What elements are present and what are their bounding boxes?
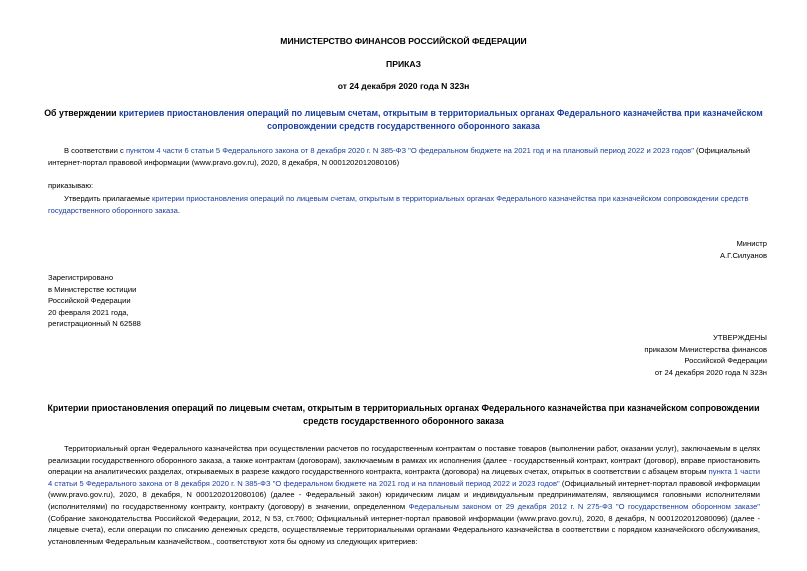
criteria-text-2: (Официальный интернет-портал правовой информации (www.pravo.gov.ru), 2020, 8 декабря, N 0001202012080106) (далее - Федеральный закон) юридическим лицам и индивидуальным предпринимателям, являющимся головными исполнителями (исполнителями) по государственному контракту, контракту (договору) в значении, определенном [48,478,760,511]
doc-date-number: от 24 декабря 2020 года N 323н [337,81,470,91]
order-title [30,107,777,133]
registration-block [48,272,141,330]
defense-order-law-link[interactable]: Федеральным законом от 29 декабря 2012 г. N 275-ФЗ "О государственном оборонном заказе" [408,501,760,511]
registration-line-5: регистрационный N 62588 [48,319,141,329]
registration-line-1: Зарегистрировано [48,273,114,282]
approval-line-3: Российской Федерации [684,356,767,366]
criteria-text-3: (Собрание законодательства Российской Федерации, 2012, N 53, ст.7600; Официальный интернет-портал правовой информации (www.pravo.gov.ru), 2020, 8 декабря, N 0001202012080096) (далее - лицевые счета), если операции по списанию денежных средств, осуществляемые территориальными органами Федерального казначейства в соответствии с порядком казначейского обслуживания, установленным Федеральным казначейством [48,513,760,546]
registration-line-2: в Министерстве юстиции [48,284,137,294]
intro-law-link[interactable]: пунктом 4 части 6 статьи 5 Федерального закона от 8 декабря 2020 г. N 385-ФЗ "О федеральном бюджете на 2021 год и на плановый период 2022 и 2023 годов" [125,146,694,155]
intro-text-1: В соответствии с [64,146,126,155]
order-text-1: Утвердить прилагаемые [64,194,153,203]
registration-line-3: Российской Федерации [48,296,131,306]
ministry-heading: МИНИСТЕРСТВО ФИНАНСОВ РОССИЙСКОЙ ФЕДЕРАЦИИ [280,36,527,46]
doc-type-heading: ПРИКАЗ [386,59,421,69]
criteria-title: Критерии приостановления операций по лицевым счетам, открытым в территориальных органах Федерального казначейства при казначейском сопровождении средств государственного оборонного заказа [47,403,760,426]
order-text-2: . [177,205,180,215]
approval-line-1: УТВЕРЖДЕНЫ [713,333,767,342]
order-criteria-link[interactable]: критерии приостановления операций по лицевым счетам, открытым в территориальных органах Федерального казначейства при казначейском сопровождении средств государственного оборонного заказа [48,194,749,215]
intro-paragraph [48,145,760,168]
approval-line-2: приказом Министерства финансов [644,344,767,354]
order-label: приказываю: [48,181,94,190]
signature-name: А.Г.Силуанов [719,250,767,260]
registration-line-4: 20 февраля 2021 года, [48,307,129,317]
order-paragraph [48,193,760,216]
criteria-paragraph [48,443,760,547]
order-title-link[interactable]: критериев приостановления операций по лицевым счетам, открытым в территориальных органах Федерального казначейства при казначейском сопровождении средств государственного оборонного заказа [118,108,763,131]
criteria-text-1: Территориальный орган Федерального казначейства при осуществлении расчетов по государственным контрактам о поставке товаров (выполнении работ, оказании услуг), заключаемым в целях реализации государственного оборонного заказа, а также контрактам (договорам), заключаемым в рамках их исполнения (далее - государственный контракт, контракт (договор), вправе приостановить операции на аналитических разделах, открываемых в разрезе каждого государственного контракта, контракта (договора) на лицевых счетах, открытых в соответствии с абзацем вторым [48,444,760,477]
signature-block [720,238,767,261]
intro-text-2: (Официальный интернет-портал правовой информации (www.pravo.gov.ru), 2020, 8 декабря, N 0001202012080106) [48,146,751,167]
criteria-text-4: ., соответствуют хотя бы одному из следующих критериев: [209,536,418,546]
criteria-law-link[interactable]: пункта 1 части 4 статьи 5 Федерального закона от 8 декабря 2020 г. N 385-ФЗ "О федеральном бюджете на 2021 год и на плановый период 2022 и 2023 годов" [48,467,760,488]
signature-position: Министр [736,239,767,248]
approval-block [644,332,767,378]
order-title-prefix: Об утверждении [44,108,119,118]
approval-line-4: от 24 декабря 2020 года N 323н [654,367,767,377]
